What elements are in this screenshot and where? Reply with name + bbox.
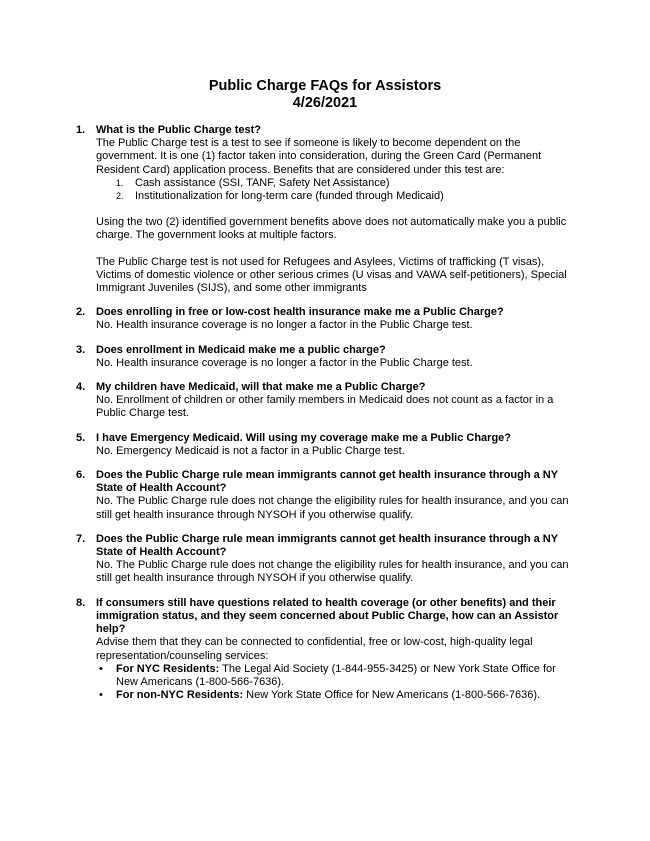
benefits-list [96, 177, 576, 203]
faq-item-4 [76, 381, 576, 421]
faq-answer: No. The Public Charge rule does not change the eligibility rules for health insurance, and you can still get health insurance through NYSOH if you otherwise qualify. [96, 495, 569, 521]
list-item [116, 177, 576, 190]
faq-answer: No. Emergency Medicaid is not a factor in a Public Charge test. [96, 444, 405, 457]
list-item [116, 190, 576, 203]
faq-answer: No. Health insurance coverage is no longer a factor in the Public Charge test. [96, 356, 473, 369]
faq-question: What is the Public Charge test? [96, 124, 262, 136]
faq-question: My children have Medicaid, will that make me a Public Charge? [96, 381, 426, 394]
faq-answer: The Public Charge test is a test to see if someone is likely to become dependent on the government. It is one (1) factor taken into consideration, during the Green Card (Permanent Resident Card) application process. Benefits that are considered under this test are: [96, 137, 542, 176]
bullet-icon: • [99, 689, 103, 702]
faq-answer: No. Health insurance coverage is no longer a factor in the Public Charge test. [96, 319, 473, 332]
faq-item-2 [76, 306, 576, 332]
faq-item-6 [76, 469, 576, 522]
list-item-text: Institutionalization for long-term care (funded through Medicaid) [135, 190, 444, 203]
list-item-text: Cash assistance (SSI, TANF, Safety Net Assistance) [135, 176, 390, 189]
faq-number: 7. [76, 532, 86, 545]
faq-paragraph: Using the two (2) identified government benefits above does not automatically make you a public charge. The government looks at multiple factors. [96, 216, 567, 242]
faq-question: If consumers still have questions related to health coverage (or other benefits) and their immigration status, and they seem concerned about Public Charge, how can an Assistor help? [96, 596, 559, 636]
title-heading: Public Charge FAQs for Assistors [208, 78, 442, 94]
faq-question: I have Emergency Medicaid. Will using my coverage make me a Public Charge? [96, 431, 511, 444]
document-title [0, 78, 650, 112]
faq-answer: Advise them that they can be connected to confidential, free or low-cost, high-quality legal representation/counseling services: [96, 636, 533, 662]
faq-paragraph: The Public Charge test is not used for Refugees and Asylees, Victims of trafficking (T visas), Victims of domestic violence or other serious crimes (U visas and VAWA self-petitioners), Special Immigrant Juveniles (SIJS), and some other immigrants [96, 255, 567, 295]
resources-list [96, 663, 576, 703]
faq-item-5 [76, 432, 576, 458]
resource-label: For NYC Residents: [116, 662, 220, 675]
bullet-icon: • [99, 662, 103, 675]
faq-item-7 [76, 533, 576, 586]
faq-list [76, 124, 576, 713]
faq-number: 6. [76, 469, 86, 482]
faq-number: 1. [76, 124, 86, 136]
resource-text: The Legal Aid Society (1-844-955-3425) or New York State Office for New Americans (1-800-566-7636). [116, 662, 556, 688]
faq-number: 2. [76, 306, 86, 319]
list-item-number: 2. [116, 191, 124, 202]
faq-question: Does the Public Charge rule mean immigrants cannot get health insurance through a NY State of Health Account? [96, 469, 558, 495]
faq-number: 5. [76, 431, 86, 444]
faq-answer: No. Enrollment of children or other family members in Medicaid does not count as a factor in a Public Charge test. [96, 394, 554, 420]
title-date: 4/26/2021 [292, 95, 358, 111]
faq-answer-block [96, 137, 576, 295]
faq-item-1 [76, 124, 576, 295]
faq-number: 3. [76, 343, 86, 356]
list-item [96, 663, 576, 689]
faq-question: Does the Public Charge rule mean immigrants cannot get health insurance through a NY State of Health Account? [96, 532, 558, 559]
faq-question: Does enrolling in free or low-cost health insurance make me a Public Charge? [96, 306, 504, 319]
list-item-number: 1. [116, 177, 124, 188]
list-item [96, 689, 576, 702]
faq-answer: No. The Public Charge rule does not change the eligibility rules for health insurance, and you can still get health insurance through NYSOH if you otherwise qualify. [96, 559, 569, 585]
faq-item-8 [76, 597, 576, 703]
resource-text: New York State Office for New Americans (1-800-566-7636). [243, 689, 541, 702]
resource-label: For non-NYC Residents: [116, 689, 244, 702]
faq-item-3 [76, 344, 576, 370]
faq-question: Does enrollment in Medicaid make me a public charge? [96, 343, 386, 356]
faq-number: 8. [76, 596, 86, 609]
faq-number: 4. [76, 381, 86, 394]
